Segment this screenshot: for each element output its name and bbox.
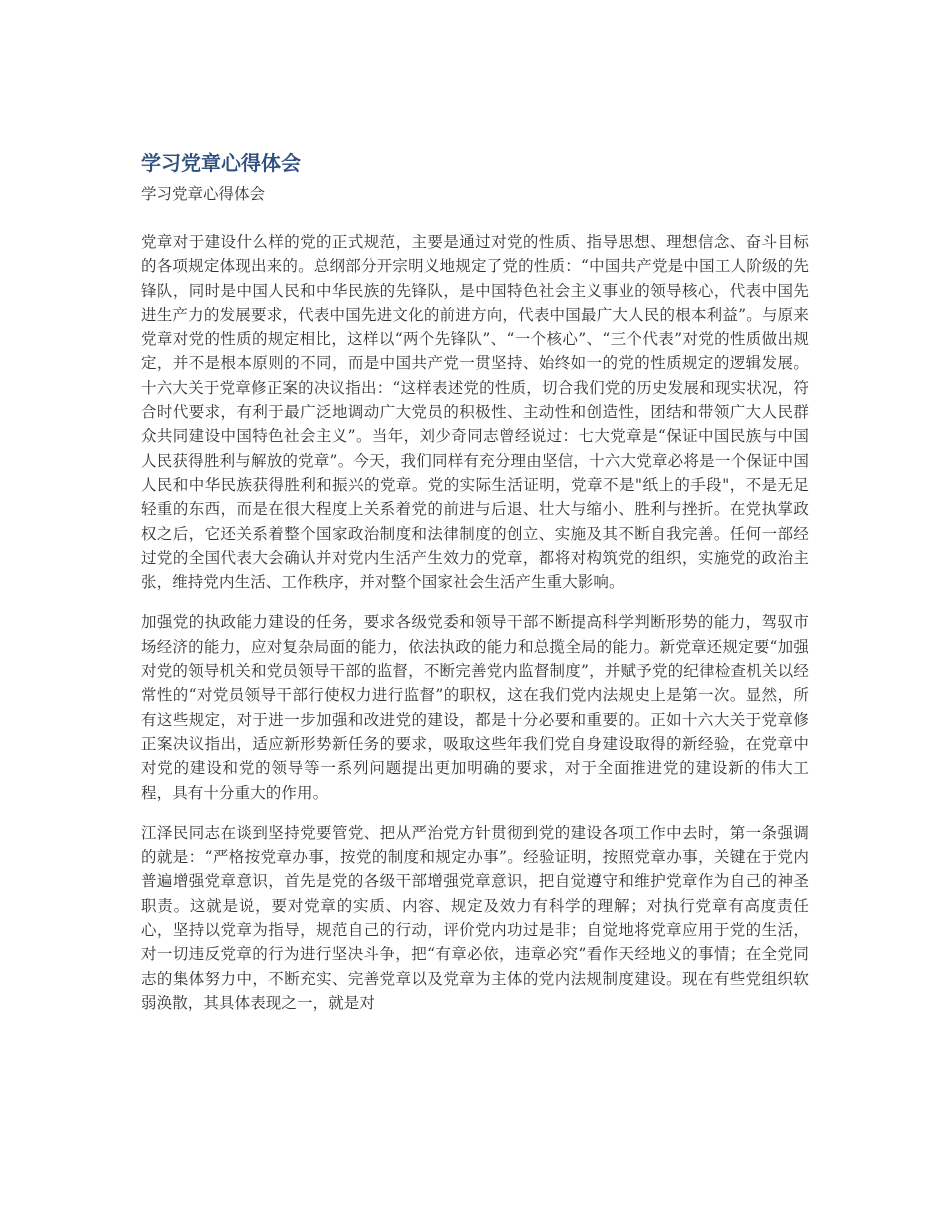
document-subtitle: 学习党章心得体会	[141, 185, 266, 203]
paragraph-2: 加强党的执政能力建设的任务，要求各级党委和领导干部不断提高科学判断形势的能力，驾驭市场经济的能力，应对复杂局面的能力，依法执政的能力和总揽全局的能力。新党章还规定要“加强对党的领导机关和党员领导干部的监督，不断完善党内监督制度”，并赋予党的纪律检查机关以经常性的“对党员领导干部行使权力进行监督”的职权，这在我们党内法规史上是第一次。显然，所有这些规定，对于进一步加强和改进党的建设，都是十分必要和重要的。正如十六大关于党章修正案决议指出，适应新形势新任务的要求，吸取这些年我们党自身建设取得的新经验，在党章中对党的建设和党的领导等一系列问题提出更加明确的要求，对于全面推进党的建设新的伟大工程，具有十分重大的作用。	[141, 613, 809, 802]
paragraph-3: 江泽民同志在谈到坚持党要管党、把从严治党方针贯彻到党的建设各项工作中去时，第一条强调的就是：“严格按党章办事，按党的制度和规定办事”。经验证明，按照党章办事，关键在于党内普遍增强党章意识，首先是党的各级干部增强党章意识，把自觉遵守和维护党章作为自己的神圣职责。这就是说，要对党章的实质、内容、规定及效力有科学的理解；对执行党章有高度责任心，坚持以党章为指导，规范自己的行动，评价党内功过是非；自觉地将党章应用于党的生活，对一切违反党章的行为进行坚决斗争，把“有章必依，违章必究”看作天经地义的事情；在全党同志的集体努力中，不断充实、完善党章以及党章为主体的党内法规制度建设。现在有些党组织软弱涣散，其具体表现之一，就是对	[141, 823, 809, 1012]
paragraph-1: 党章对于建设什么样的党的正式规范，主要是通过对党的性质、指导思想、理想信念、奋斗目标的各项规定体现出来的。总纲部分开宗明义地规定了党的性质：“中国共产党是中国工人阶级的先锋队，同时是中国人民和中华民族的先锋队，是中国特色社会主义事业的领导核心，代表中国先进生产力的发展要求，代表中国先进文化的前进方向，代表中国最广大人民的根本利益”。与原来党章对党的性质的规定相比，这样以“两个先锋队”、“一个核心”、“三个代表”对党的性质做出规定，并不是根本原则的不同，而是中国共产党一贯坚持、始终如一的党的性质规定的逻辑发展。十六大关于党章修正案的决议指出：“这样表述党的性质，切合我们党的历史发展和现实状况，符合时代要求，有利于最广泛地调动广大党员的积极性、主动性和创造性，团结和带领广大人民群众共同建设中国特色社会主义”。当年，刘少奇同志曾经说过：七大党章是“保证中国民族与中国人民获得胜利与解放的党章”。今天，我们同样有充分理由坚信，十六大党章必将是一个保证中国人民和中华民族获得胜利和振兴的党章。党的实际生活证明，党章不是"纸上的手段"，不是无足轻重的东西，而是在很大程度上关系着党的前进与后退、壮大与缩小、胜利与挫折。在党执掌政权之后，它还关系着整个国家政治制度和法律制度的创立、实施及其不断自我完善。任何一部经过党的全国代表大会确认并对党内生活产生效力的党章，都将对构筑党的组织，实施党的政治主张，维持党内生活、工作秩序，并对整个国家社会生活产生重大影响。	[141, 233, 809, 592]
document-page	[141, 148, 809, 1015]
document-title: 学习党章心得体会	[141, 151, 301, 175]
